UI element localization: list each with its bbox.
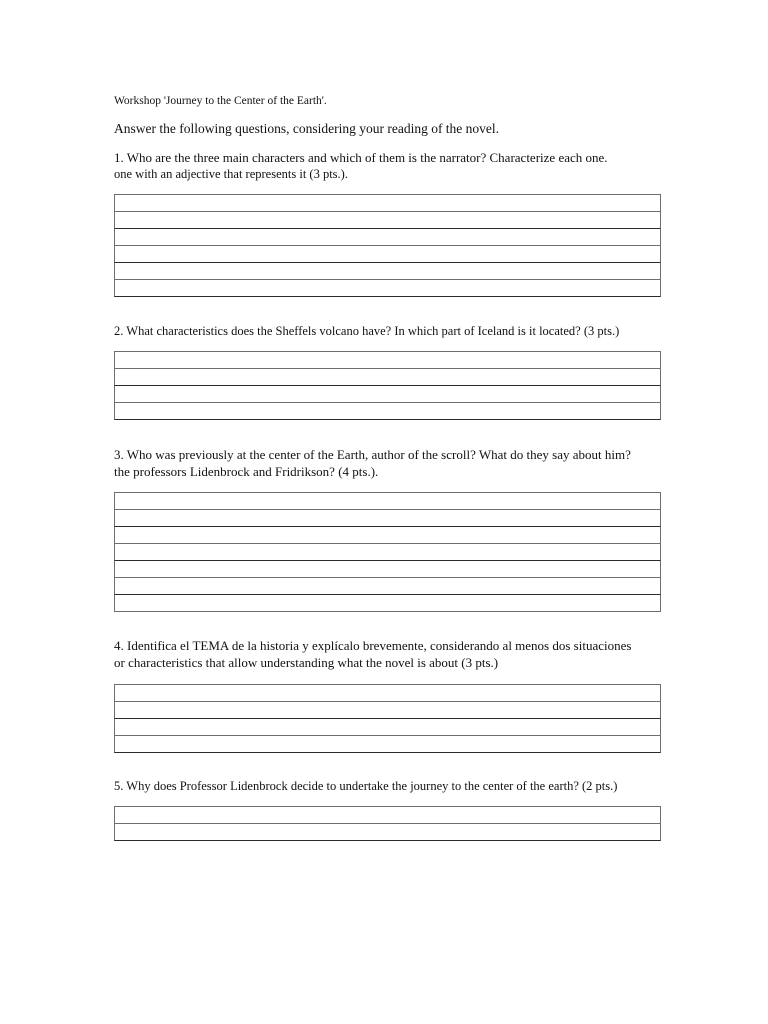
answer-line[interactable] (114, 736, 661, 753)
answer-line[interactable] (114, 527, 661, 544)
question-3-line-1: 3. Who was previously at the center of the Earth, author of the scroll? What do they say about him? (114, 447, 631, 462)
answer-box-1 (114, 194, 661, 297)
question-2-line-1: 2. What characteristics does the Sheffels volcano have? In which part of Iceland is it located? (3 pts.) (114, 324, 620, 338)
question-1-line-1: 1. Who are the three main characters and which of them is the narrator? Characterize each one. (114, 150, 608, 165)
answer-line[interactable] (114, 824, 661, 841)
question-1 (114, 149, 608, 183)
answer-line[interactable] (114, 369, 661, 386)
answer-box-5 (114, 806, 661, 841)
answer-line[interactable] (114, 719, 661, 736)
answer-line[interactable] (114, 702, 661, 719)
answer-line[interactable] (114, 403, 661, 420)
answer-line[interactable] (114, 280, 661, 297)
answer-box-2 (114, 351, 661, 420)
answer-line[interactable] (114, 263, 661, 280)
question-3-line-2: the professors Lidenbrock and Fridrikson? (4 pts.). (114, 464, 379, 479)
answer-line[interactable] (114, 352, 661, 369)
answer-line[interactable] (114, 493, 661, 510)
question-5-line-1: 5. Why does Professor Lidenbrock decide to undertake the journey to the center of the earth? (2 pts.) (114, 779, 618, 793)
answer-box-3 (114, 492, 661, 612)
question-2 (114, 323, 619, 340)
question-5 (114, 778, 617, 795)
answer-line[interactable] (114, 195, 661, 212)
question-1-line-2: one with an adjective that represents it (3 pts.). (114, 167, 348, 181)
instructions: Answer the following questions, considering your reading of the novel. (114, 121, 500, 136)
page-title: Workshop 'Journey to the Center of the Earth'. (114, 95, 327, 107)
answer-line[interactable] (114, 595, 661, 612)
question-3 (114, 446, 631, 480)
answer-line[interactable] (114, 229, 661, 246)
answer-line[interactable] (114, 212, 661, 229)
answer-line[interactable] (114, 544, 661, 561)
answer-line[interactable] (114, 510, 661, 527)
question-4-line-2: or characteristics that allow understanding what the novel is about (3 pts.) (114, 655, 499, 670)
question-4 (114, 637, 631, 671)
question-4-line-1: 4. Identifica el TEMA de la historia y explícalo brevemente, considerando al menos dos situaciones (114, 638, 632, 653)
answer-line[interactable] (114, 578, 661, 595)
answer-line[interactable] (114, 386, 661, 403)
answer-line[interactable] (114, 561, 661, 578)
answer-box-4 (114, 684, 661, 753)
answer-line[interactable] (114, 685, 661, 702)
answer-line[interactable] (114, 246, 661, 263)
answer-line[interactable] (114, 807, 661, 824)
